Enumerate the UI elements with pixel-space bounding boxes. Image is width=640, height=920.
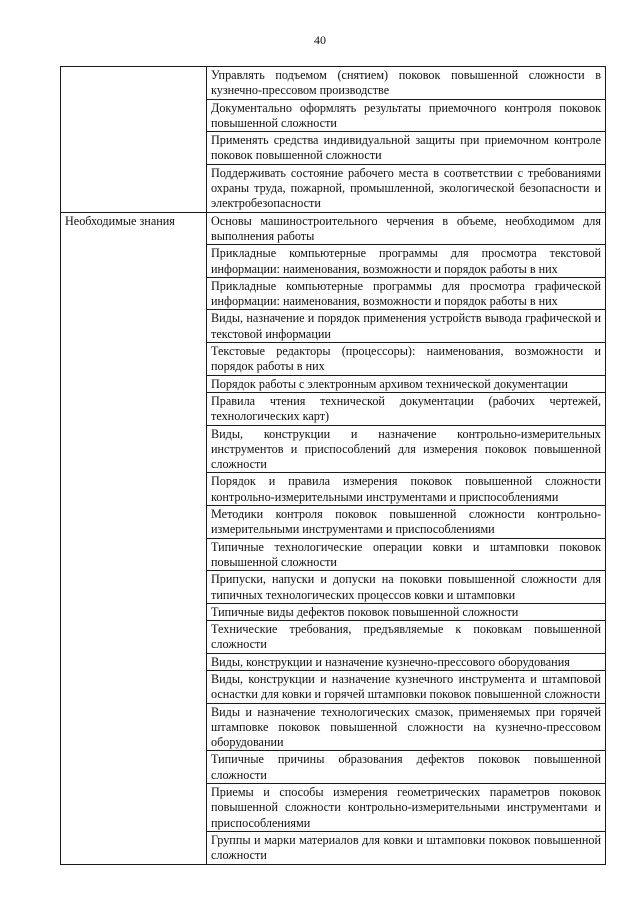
requirement-cell: Правила чтения технической документации (рабочих чертежей, технологических карт)	[207, 392, 606, 425]
requirement-cell: Основы машиностроительного черчения в объеме, необходимом для выполнения работы	[207, 212, 606, 245]
requirement-cell: Порядок и правила измерения поковок повышенной сложности контрольно-измерительными инструментами и приспособлениями	[207, 473, 606, 506]
requirement-cell: Виды, конструкции и назначение кузнечно-прессового оборудования	[207, 653, 606, 670]
qualification-table	[60, 66, 606, 865]
table-row	[61, 67, 606, 100]
table-row	[61, 212, 606, 245]
requirement-cell: Типичные виды дефектов поковок повышенной сложности	[207, 603, 606, 620]
requirement-cell: Виды, назначение и порядок применения устройств вывода графической и текстовой информации	[207, 310, 606, 343]
requirement-cell: Виды и назначение технологических смазок, применяемых при горячей штамповке поковок повышенной сложности на кузнечно-прессовом оборудовании	[207, 703, 606, 751]
requirement-cell: Текстовые редакторы (процессоры): наименования, возможности и порядок работы в них	[207, 343, 606, 376]
requirement-cell: Прикладные компьютерные программы для просмотра текстовой информации: наименования, возможности и порядок работы в них	[207, 245, 606, 278]
requirement-cell: Типичные причины образования дефектов поковок повышенной сложности	[207, 751, 606, 784]
requirement-cell: Порядок работы с электронным архивом технической документации	[207, 375, 606, 392]
requirement-cell: Прикладные компьютерные программы для просмотра графической информации: наименования, возможности и порядок работы в них	[207, 277, 606, 310]
requirement-cell: Управлять подъемом (снятием) поковок повышенной сложности в кузнечно-прессовом производстве	[207, 67, 606, 100]
page-number: 40	[314, 33, 326, 47]
requirement-cell: Типичные технологические операции ковки и штамповки поковок повышенной сложности	[207, 538, 606, 571]
requirement-cell: Виды, конструкции и назначение кузнечного инструмента и штамповой оснастки для ковки и горячей штамповки поковок повышенной сложности	[207, 670, 606, 703]
section-label	[61, 67, 207, 213]
requirement-cell: Методики контроля поковок повышенной сложности контрольно-измерительными инструментами и приспособлениями	[207, 506, 606, 539]
requirement-cell: Технические требования, предъявляемые к поковкам повышенной сложности	[207, 621, 606, 654]
section-label: Необходимые знания	[61, 212, 207, 864]
requirement-cell: Документально оформлять результаты приемочного контроля поковок повышенной сложности	[207, 99, 606, 132]
requirement-cell: Применять средства индивидуальной защиты при приемочном контроле поковок повышенной сложности	[207, 132, 606, 165]
requirement-cell: Группы и марки материалов для ковки и штамповки поковок повышенной сложности	[207, 831, 606, 864]
table-body	[61, 67, 606, 865]
requirement-cell: Припуски, напуски и допуски на поковки повышенной сложности для типичных технологических процессов ковки и штамповки	[207, 571, 606, 604]
requirement-cell: Виды, конструкции и назначение контрольно-измерительных инструментов и приспособлений для измерения поковок повышенной сложности	[207, 425, 606, 473]
requirement-cell: Поддерживать состояние рабочего места в соответствии с требованиями охраны труда, пожарной, промышленной, экологической безопасности и электробезопасности	[207, 164, 606, 212]
requirement-cell: Приемы и способы измерения геометрических параметров поковок повышенной сложности контрольно-измерительными инструментами и приспособлениями	[207, 784, 606, 832]
